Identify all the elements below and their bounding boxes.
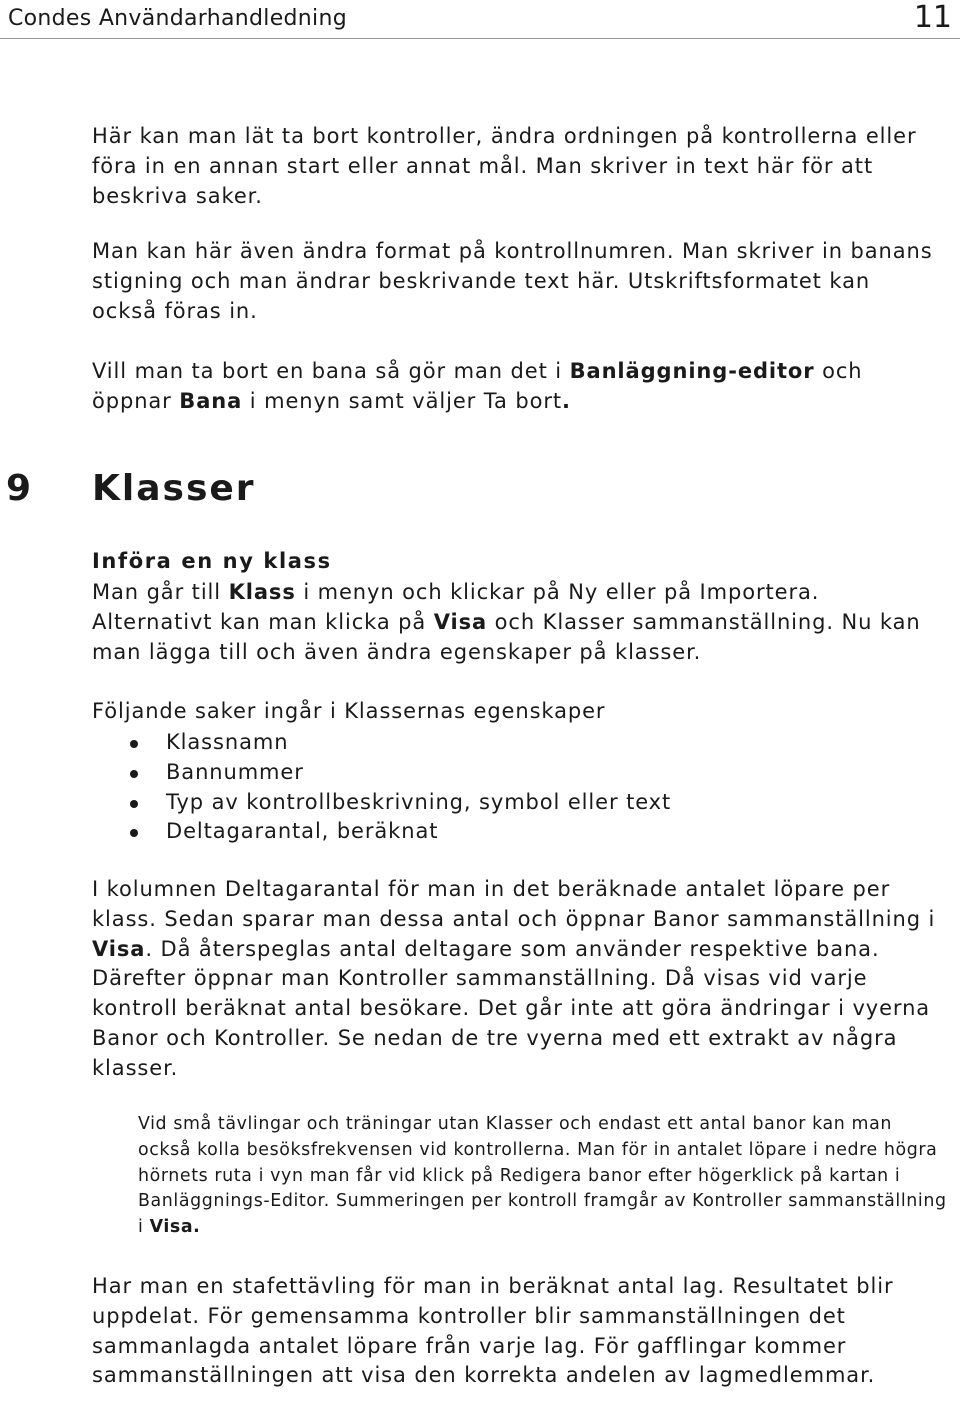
bullet-icon — [130, 829, 138, 837]
intro-paragraph-2 — [92, 237, 942, 326]
columns-text: I kolumnen Deltagarantal för man in det beräknade antalet löpare per klass. Sedan sparar man dessa antal och öppnar Banor sammanställning i Visa. Då återspeglas antal deltagare som använder respektive bana. Därefter öppnar man Kontroller sammanställning. Då visas vid varje kontroll beräknat antal besökare. Det går inte att göra ändringar i vyerna Banor och Kontroller. Se nedan de tre vyerna med ett extrakt av några klasser. — [92, 877, 936, 1080]
bullet-icon — [130, 740, 138, 748]
subsection-title: Införa en ny klass — [92, 549, 332, 573]
properties-intro — [92, 697, 942, 727]
intro-text-2: Man kan här även ändra format på kontrollnumren. Man skriver in banans stigning och man ändrar beskrivande text här. Utskriftsformatet kan också föras in. — [92, 239, 933, 323]
list-item: Bannummer — [92, 758, 792, 788]
bullet-icon — [130, 800, 138, 808]
banlaggning-editor-term: Banläggning-editor — [569, 359, 815, 383]
relay-text: Har man en stafettävling för man in beräknat antal lag. Resultatet blir uppdelat. För gemensamma kontroller blir sammanställningen det sammanlagda antalet löpare från varje lag. För gafflingar kommer sammanställningen att visa den korrekta andelen av lagmedlemmar. — [92, 1274, 894, 1388]
page-number: 11 — [913, 0, 952, 35]
properties-list — [92, 728, 792, 847]
list-item: Deltagarantal, beräknat — [92, 817, 792, 847]
intro-text-3: Vill man ta bort en bana så gör man det i Banläggning-editor och öppnar Bana i menyn samt väljer Ta bort. — [92, 359, 863, 413]
note-text: Vid små tävlingar och träningar utan Klasser och endast ett antal banor kan man också kolla besöksfrekvensen vid kontrollerna. Man för in antalet löpare i nedre högra hörnets ruta i vyn man får vid klick på Redigera banor efter högerklick på kartan i Banläggnings-Editor. Summeringen per kontroll framgår av Kontroller sammanställning i Visa. — [138, 1114, 947, 1238]
intro-paragraph-1 — [92, 122, 942, 211]
bullet-icon — [130, 770, 138, 778]
list-item: Typ av kontrollbeskrivning, symbol eller text — [92, 788, 792, 818]
list-item: Klassnamn — [92, 728, 792, 758]
visa-term: Visa — [92, 936, 146, 961]
klass-term: Klass — [228, 580, 296, 604]
note-paragraph — [138, 1112, 948, 1241]
page-header — [0, 0, 960, 39]
columns-paragraph — [92, 875, 942, 1084]
visa-term: Visa. — [149, 1217, 201, 1238]
visa-term: Visa — [433, 609, 488, 634]
intro-text-1: Här kan man lät ta bort kontroller, ändra ordningen på kontrollerna eller föra in en annan start eller annat mål. Man skriver in text här för att beskriva saker. — [92, 124, 917, 208]
document-title: Condes Användarhandledning — [8, 6, 347, 31]
bana-term: Bana — [179, 388, 243, 413]
section-title: Klasser — [92, 468, 256, 509]
relay-paragraph — [92, 1272, 942, 1391]
new-class-text: Man går till Klass i menyn och klickar på Ny eller på Importera. Alternativt kan man klicka på Visa och Klasser sammanställning. Nu kan man lägga till och även ändra egenskaper på klasser. — [92, 580, 921, 664]
section-number: 9 — [6, 468, 33, 509]
properties-intro-text: Följande saker ingår i Klassernas egenskaper — [92, 699, 606, 723]
intro-paragraph-3 — [92, 357, 942, 417]
new-class-paragraph — [92, 578, 942, 667]
